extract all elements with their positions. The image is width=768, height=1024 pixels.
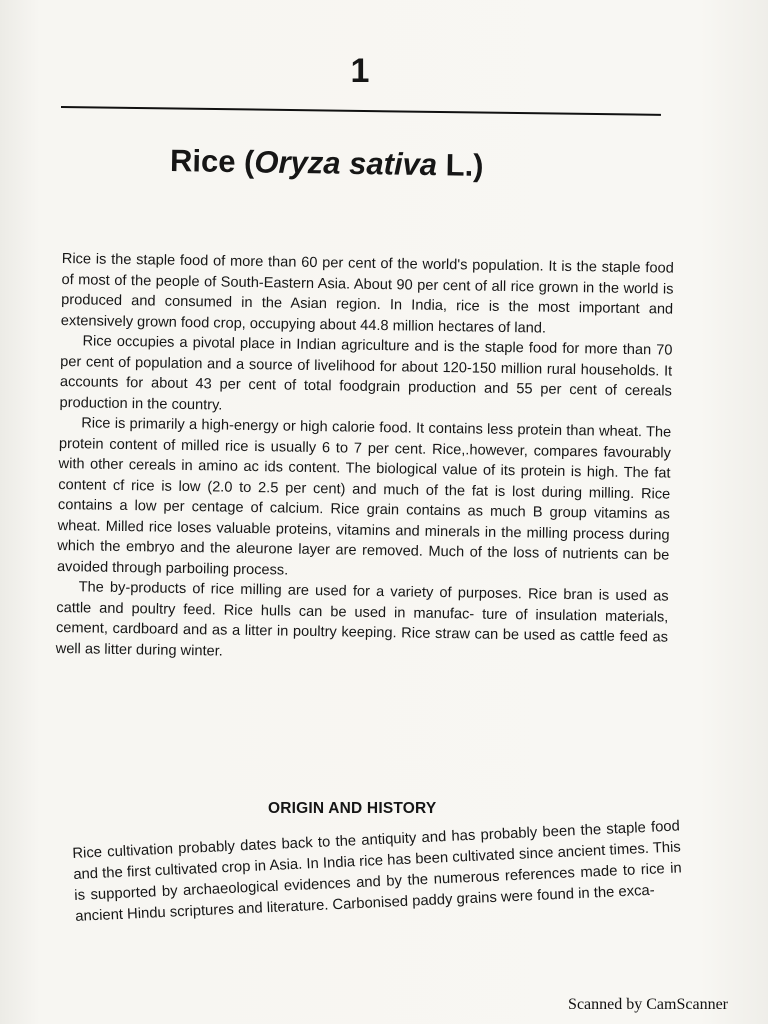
scanner-watermark: Scanned by CamScanner <box>568 996 728 1013</box>
section-heading: ORIGIN AND HISTORY <box>268 800 437 817</box>
paragraph: Rice is the staple food of more than 60 per cent of the world's population. It is the staple food of most of the people of South-Eastern Asia. About 90 per cent of all rice grown in the world is produced and consumed in the Asian region. In India, rice is the most important and extensively grown food crop, occupying about 44.8 million hectares of land. <box>60 250 674 337</box>
paragraph: Rice occupies a pivotal place in Indian agriculture and is the staple food for more than 70 per cent of population and a source of livelihood for about 120-150 million rural households. It accounts for about 43 per cent of total foodgrain production and 55 per cent of cereals production in the country. <box>59 333 673 414</box>
paragraph: The by-products of rice milling are used for a variety of purposes. Rice bran is used as cattle and poultry feed. Rice hulls can be used in manufac- ture of insulation materials, cement, cardboard and as a litter in poultry keeping. Rice straw can be used as cattle feed as well as litter during winter. <box>55 579 669 660</box>
chapter-number: 1 <box>350 52 370 90</box>
chapter-title-scientific-name: Oryza sativa <box>254 144 438 183</box>
section-text <box>72 816 683 927</box>
chapter-title-prefix: Rice ( <box>169 143 255 180</box>
paragraph: Rice cultivation probably dates back to the antiquity and has probably been the staple food and the first cultivated crop in Asia. In India rice has been cultivated since ancient times. This is supported by archaeological evidences and by the numerous references made to rice in ancient Hindu scriptures and literature. Carbonised paddy grains were found in the exca- <box>72 818 683 925</box>
chapter-title <box>170 143 571 185</box>
chapter-divider <box>61 106 661 116</box>
paragraph: Rice is primarily a high-energy or high calorie food. It contains less protein than wheat. The protein content of milled rice is usually 6 to 7 per cent. Rice,.however, compares favourably with other cereals in amino ac ids content. The biological value of its protein is high. The fat content cf rice is low (2.0 to 2.5 per cent) and much of the fat is lost during milling. Rice contains a low per centage of calcium. Rice grain contains as much B group vitamins as wheat. Milled rice loses valuable proteins, vitamins and minerals in the milling process during which the embryo and the aleurone layer are removed. Much of the loss of nutrients can be avoided through parboiling process. <box>56 415 672 579</box>
chapter-title-suffix: L.) <box>436 147 484 183</box>
body-text <box>56 249 674 669</box>
